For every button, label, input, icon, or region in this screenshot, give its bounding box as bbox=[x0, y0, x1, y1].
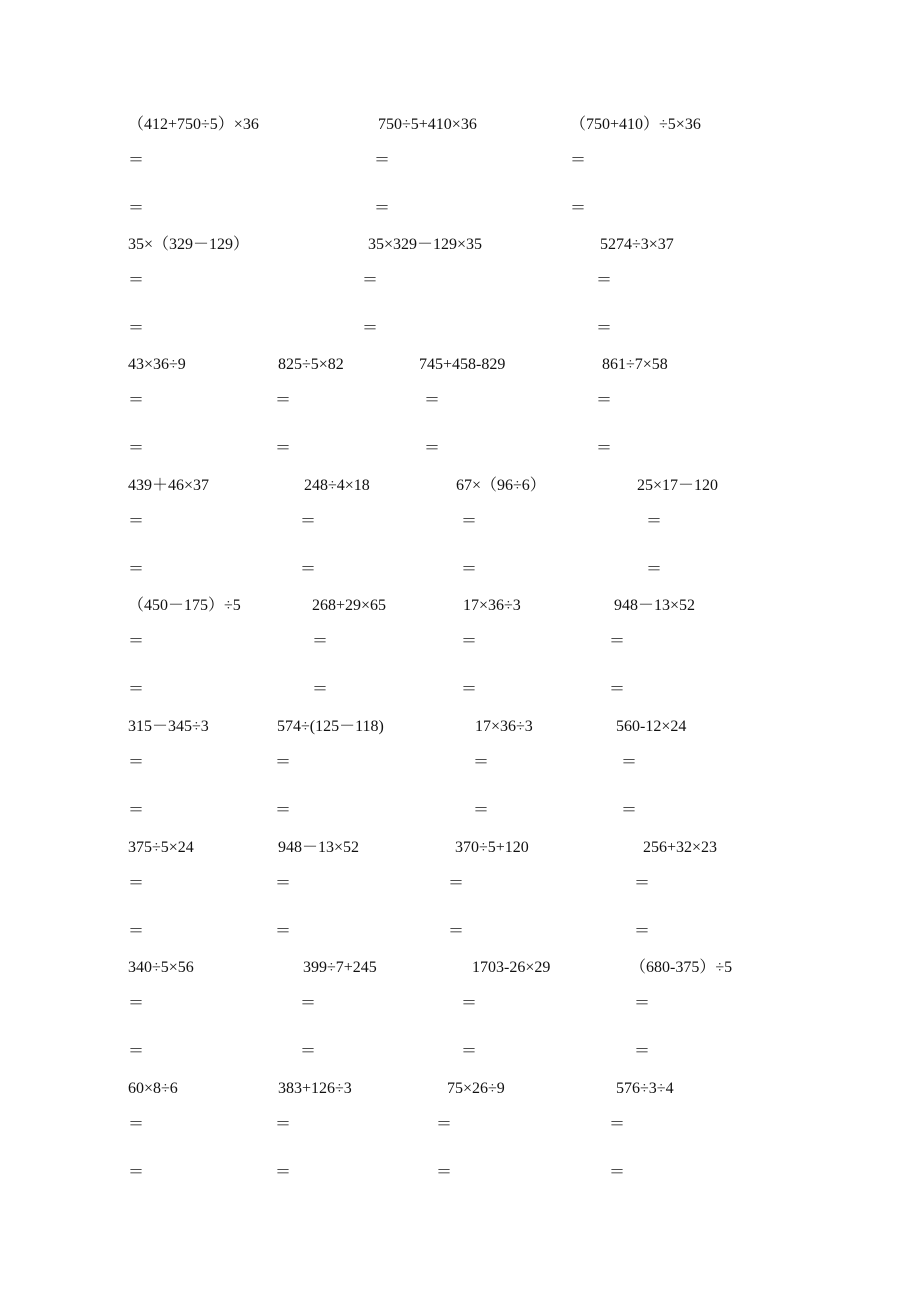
equals-line-2: ＝ bbox=[596, 320, 613, 337]
problem-row-3 bbox=[0, 356, 920, 476]
expression: （680-375）÷5 bbox=[630, 959, 733, 976]
equals-line-1: ＝ bbox=[596, 392, 613, 409]
equals-line-2: ＝ bbox=[128, 1164, 145, 1181]
expression: 560-12×24 bbox=[616, 718, 687, 735]
equals-line-2: ＝ bbox=[473, 802, 490, 819]
equals-line-2: ＝ bbox=[128, 440, 145, 457]
problem-row-8 bbox=[0, 959, 920, 1079]
problem-row-5 bbox=[0, 597, 920, 717]
problem-row-4 bbox=[0, 477, 920, 597]
equals-line-1: ＝ bbox=[621, 754, 638, 771]
equals-line-1: ＝ bbox=[128, 875, 145, 892]
expression: 17×36÷3 bbox=[463, 597, 521, 614]
expression: 576÷3÷4 bbox=[616, 1080, 674, 1097]
problem bbox=[362, 236, 622, 356]
expression: （750+410）÷5×36 bbox=[570, 116, 701, 133]
expression: 439＋46×37 bbox=[128, 477, 210, 494]
equals-line-2: ＝ bbox=[374, 200, 391, 217]
problem-row-7 bbox=[0, 839, 920, 959]
expression: 948－13×52 bbox=[614, 597, 696, 614]
equals-line-1: ＝ bbox=[374, 152, 391, 169]
problem bbox=[596, 356, 856, 476]
equals-line-1: ＝ bbox=[461, 633, 478, 650]
equals-line-1: ＝ bbox=[128, 995, 145, 1012]
expression: 399÷7+245 bbox=[303, 959, 377, 976]
expression: 43×36÷9 bbox=[128, 356, 186, 373]
problem-row-9 bbox=[0, 1080, 920, 1200]
expression: 375÷5×24 bbox=[128, 839, 194, 856]
problem bbox=[637, 477, 906, 597]
equals-line-2: ＝ bbox=[634, 923, 651, 940]
expression: 75×26÷9 bbox=[447, 1080, 505, 1097]
expression: 5274÷3×37 bbox=[600, 236, 674, 253]
equals-line-1: ＝ bbox=[275, 1116, 292, 1133]
problem bbox=[630, 959, 894, 1079]
equals-line-1: ＝ bbox=[128, 513, 145, 530]
expression: （450－175）÷5 bbox=[128, 597, 241, 614]
equals-line-1: ＝ bbox=[646, 513, 663, 530]
equals-line-2: ＝ bbox=[275, 1164, 292, 1181]
equals-line-1: ＝ bbox=[362, 272, 379, 289]
expression: 750÷5+410×36 bbox=[378, 116, 477, 133]
equals-line-1: ＝ bbox=[436, 1116, 453, 1133]
expression: 256+32×23 bbox=[643, 839, 718, 856]
equals-line-1: ＝ bbox=[461, 995, 478, 1012]
expression: 745+458-829 bbox=[419, 356, 506, 373]
equals-line-1: ＝ bbox=[128, 392, 145, 409]
problem-row-1 bbox=[0, 116, 920, 236]
expression: 315－345÷3 bbox=[128, 718, 209, 735]
problem bbox=[128, 116, 391, 236]
equals-line-1: ＝ bbox=[312, 633, 329, 650]
equals-line-1: ＝ bbox=[424, 392, 441, 409]
expression: 17×36÷3 bbox=[475, 718, 533, 735]
equals-line-1: ＝ bbox=[461, 513, 478, 530]
equals-line-2: ＝ bbox=[275, 802, 292, 819]
problem bbox=[570, 116, 830, 236]
equals-line-2: ＝ bbox=[128, 802, 145, 819]
expression: 268+29×65 bbox=[312, 597, 387, 614]
equals-line-1: ＝ bbox=[609, 1116, 626, 1133]
problem bbox=[634, 839, 894, 959]
expression: （412+750÷5）×36 bbox=[128, 116, 259, 133]
equals-line-1: ＝ bbox=[473, 754, 490, 771]
expression: 340÷5×56 bbox=[128, 959, 194, 976]
equals-line-1: ＝ bbox=[128, 754, 145, 771]
equals-line-1: ＝ bbox=[128, 1116, 145, 1133]
equals-line-2: ＝ bbox=[436, 1164, 453, 1181]
expression: 1703-26×29 bbox=[472, 959, 551, 976]
expression: 35×（329－129） bbox=[128, 236, 250, 253]
equals-line-2: ＝ bbox=[312, 681, 329, 698]
expression: 35×329－129×35 bbox=[368, 236, 483, 253]
expression: 248÷4×18 bbox=[304, 477, 370, 494]
equals-line-2: ＝ bbox=[461, 561, 478, 578]
problem bbox=[609, 1080, 869, 1200]
problem bbox=[596, 236, 856, 356]
equals-line-1: ＝ bbox=[128, 272, 145, 289]
equals-line-2: ＝ bbox=[596, 440, 613, 457]
equals-line-1: ＝ bbox=[634, 995, 651, 1012]
equals-line-2: ＝ bbox=[634, 1043, 651, 1060]
equals-line-2: ＝ bbox=[448, 923, 465, 940]
equals-line-2: ＝ bbox=[128, 681, 145, 698]
equals-line-2: ＝ bbox=[128, 561, 145, 578]
expression: 67×（96÷6） bbox=[456, 477, 546, 494]
equals-line-2: ＝ bbox=[128, 923, 145, 940]
expression: 383+126÷3 bbox=[278, 1080, 352, 1097]
equals-line-1: ＝ bbox=[609, 633, 626, 650]
equals-line-1: ＝ bbox=[275, 754, 292, 771]
equals-line-2: ＝ bbox=[570, 200, 587, 217]
equals-line-1: ＝ bbox=[275, 392, 292, 409]
equals-line-2: ＝ bbox=[128, 200, 145, 217]
equals-line-2: ＝ bbox=[128, 1043, 145, 1060]
equals-line-2: ＝ bbox=[646, 561, 663, 578]
equals-line-2: ＝ bbox=[275, 440, 292, 457]
expression: 825÷5×82 bbox=[278, 356, 344, 373]
expression: 60×8÷6 bbox=[128, 1080, 178, 1097]
problem-row-2 bbox=[0, 236, 920, 356]
problem bbox=[128, 236, 388, 356]
equals-line-2: ＝ bbox=[362, 320, 379, 337]
equals-line-1: ＝ bbox=[128, 152, 145, 169]
equals-line-1: ＝ bbox=[300, 995, 317, 1012]
expression: 25×17－120 bbox=[637, 477, 719, 494]
equals-line-2: ＝ bbox=[275, 923, 292, 940]
equals-line-1: ＝ bbox=[634, 875, 651, 892]
expression: 370÷5+120 bbox=[455, 839, 529, 856]
equals-line-2: ＝ bbox=[300, 561, 317, 578]
equals-line-1: ＝ bbox=[596, 272, 613, 289]
expression: 574÷(125－118) bbox=[277, 718, 384, 735]
equals-line-2: ＝ bbox=[609, 681, 626, 698]
problem-row-6 bbox=[0, 718, 920, 838]
equals-line-2: ＝ bbox=[424, 440, 441, 457]
equals-line-1: ＝ bbox=[448, 875, 465, 892]
equals-line-2: ＝ bbox=[621, 802, 638, 819]
equals-line-1: ＝ bbox=[300, 513, 317, 530]
equals-line-1: ＝ bbox=[570, 152, 587, 169]
equals-line-2: ＝ bbox=[461, 681, 478, 698]
equals-line-2: ＝ bbox=[609, 1164, 626, 1181]
problem bbox=[609, 597, 869, 717]
equals-line-1: ＝ bbox=[275, 875, 292, 892]
equals-line-2: ＝ bbox=[300, 1043, 317, 1060]
equals-line-2: ＝ bbox=[128, 320, 145, 337]
equals-line-1: ＝ bbox=[128, 633, 145, 650]
expression: 861÷7×58 bbox=[602, 356, 668, 373]
problem bbox=[616, 718, 881, 838]
expression: 948－13×52 bbox=[278, 839, 360, 856]
equals-line-2: ＝ bbox=[461, 1043, 478, 1060]
